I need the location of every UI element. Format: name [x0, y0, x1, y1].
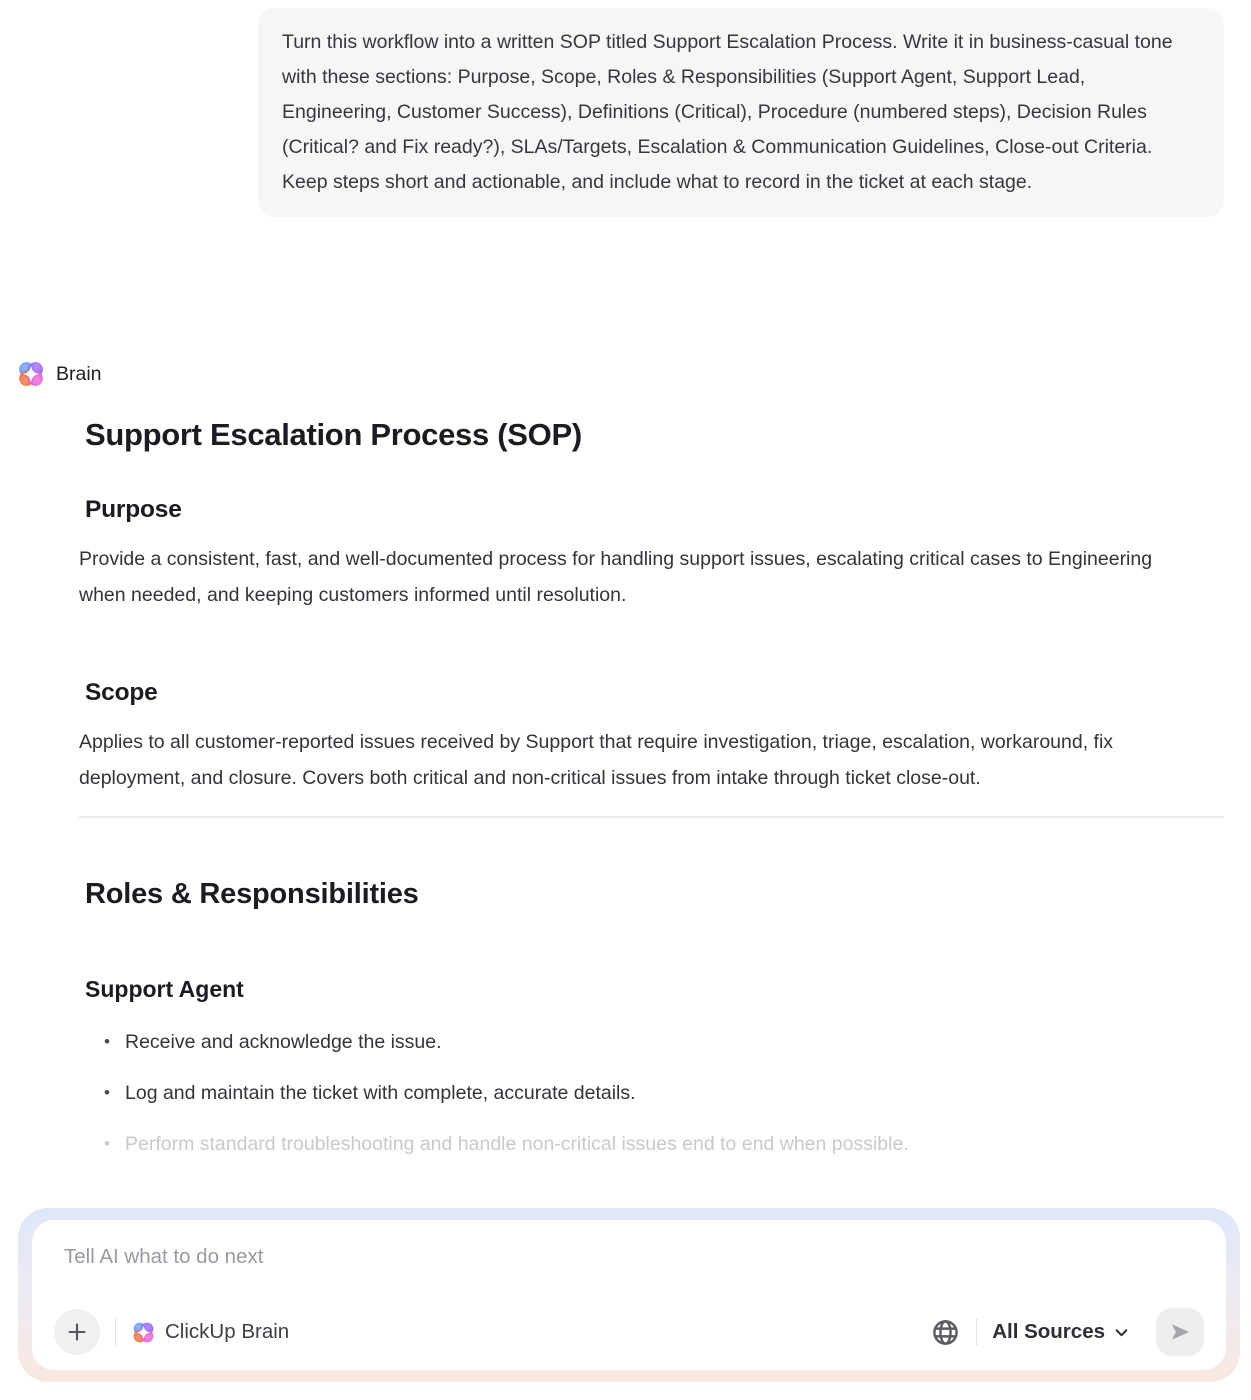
toolbar-divider	[115, 1318, 116, 1346]
plus-icon	[65, 1320, 89, 1344]
sources-label: All Sources	[992, 1320, 1105, 1343]
chevron-down-icon	[1113, 1324, 1130, 1341]
scope-heading: Scope	[85, 679, 158, 706]
assistant-header	[16, 359, 102, 389]
user-message-bubble: Turn this workflow into a written SOP titled Support Escalation Process. Write it in business-casual tone with these sections: Purpose, Scope, Roles & Responsibilities (Support Agent, Support Lead, Engineering, Customer Success), Definitions (Critical), Procedure (numbered steps), Decision Rules (Critical? and Fix ready?), SLAs/Targets, Escalation & Communication Guidelines, Close-out Criteria. Keep steps short and actionable, and include what to record in the ticket at each stage.	[258, 8, 1224, 217]
toolbar-divider	[976, 1318, 977, 1346]
globe-icon	[930, 1317, 961, 1348]
bullet-item: • Perform standard troubleshooting and handle non-critical issues end to end when possible.	[104, 1131, 1184, 1157]
purpose-heading: Purpose	[85, 496, 182, 523]
clickup-brain-icon	[16, 359, 46, 389]
composer-toolbar	[54, 1308, 1204, 1356]
doc-title: Support Escalation Process (SOP)	[85, 417, 582, 452]
model-label: ClickUp Brain	[165, 1320, 290, 1343]
bullet-item: • Receive and acknowledge the issue.	[104, 1029, 1184, 1055]
assistant-name: Brain	[56, 362, 102, 385]
sources-dropdown[interactable]	[992, 1320, 1130, 1344]
send-button[interactable]	[1156, 1308, 1204, 1356]
web-search-button[interactable]	[930, 1317, 961, 1348]
section-divider	[79, 816, 1224, 818]
ai-prompt-input[interactable]	[62, 1244, 1196, 1270]
roles-heading: Roles & Responsibilities	[85, 878, 419, 910]
purpose-body: Provide a consistent, fast, and well-documented process for handling support issues, escalating critical cases to Engineering when needed, and keeping customers informed until resolution.	[79, 548, 1153, 606]
bullet-item: • Log and maintain the ticket with complete, accurate details.	[104, 1080, 1184, 1106]
scope-body: Applies to all customer-reported issues received by Support that require investigation, triage, escalation, workaround, fix deployment, and closure. Covers both critical and non-critical issues from intake through ticket close-out.	[79, 731, 1114, 789]
add-attachment-button[interactable]	[54, 1309, 100, 1355]
support-agent-bullets	[0, 1029, 1184, 1157]
ai-composer	[18, 1208, 1240, 1382]
model-selector[interactable]	[131, 1320, 289, 1345]
composer-inner	[32, 1220, 1226, 1370]
ai-response-document	[0, 414, 1251, 1157]
send-icon	[1167, 1319, 1193, 1345]
support-agent-heading: Support Agent	[85, 976, 244, 1002]
clickup-brain-icon	[131, 1320, 156, 1345]
